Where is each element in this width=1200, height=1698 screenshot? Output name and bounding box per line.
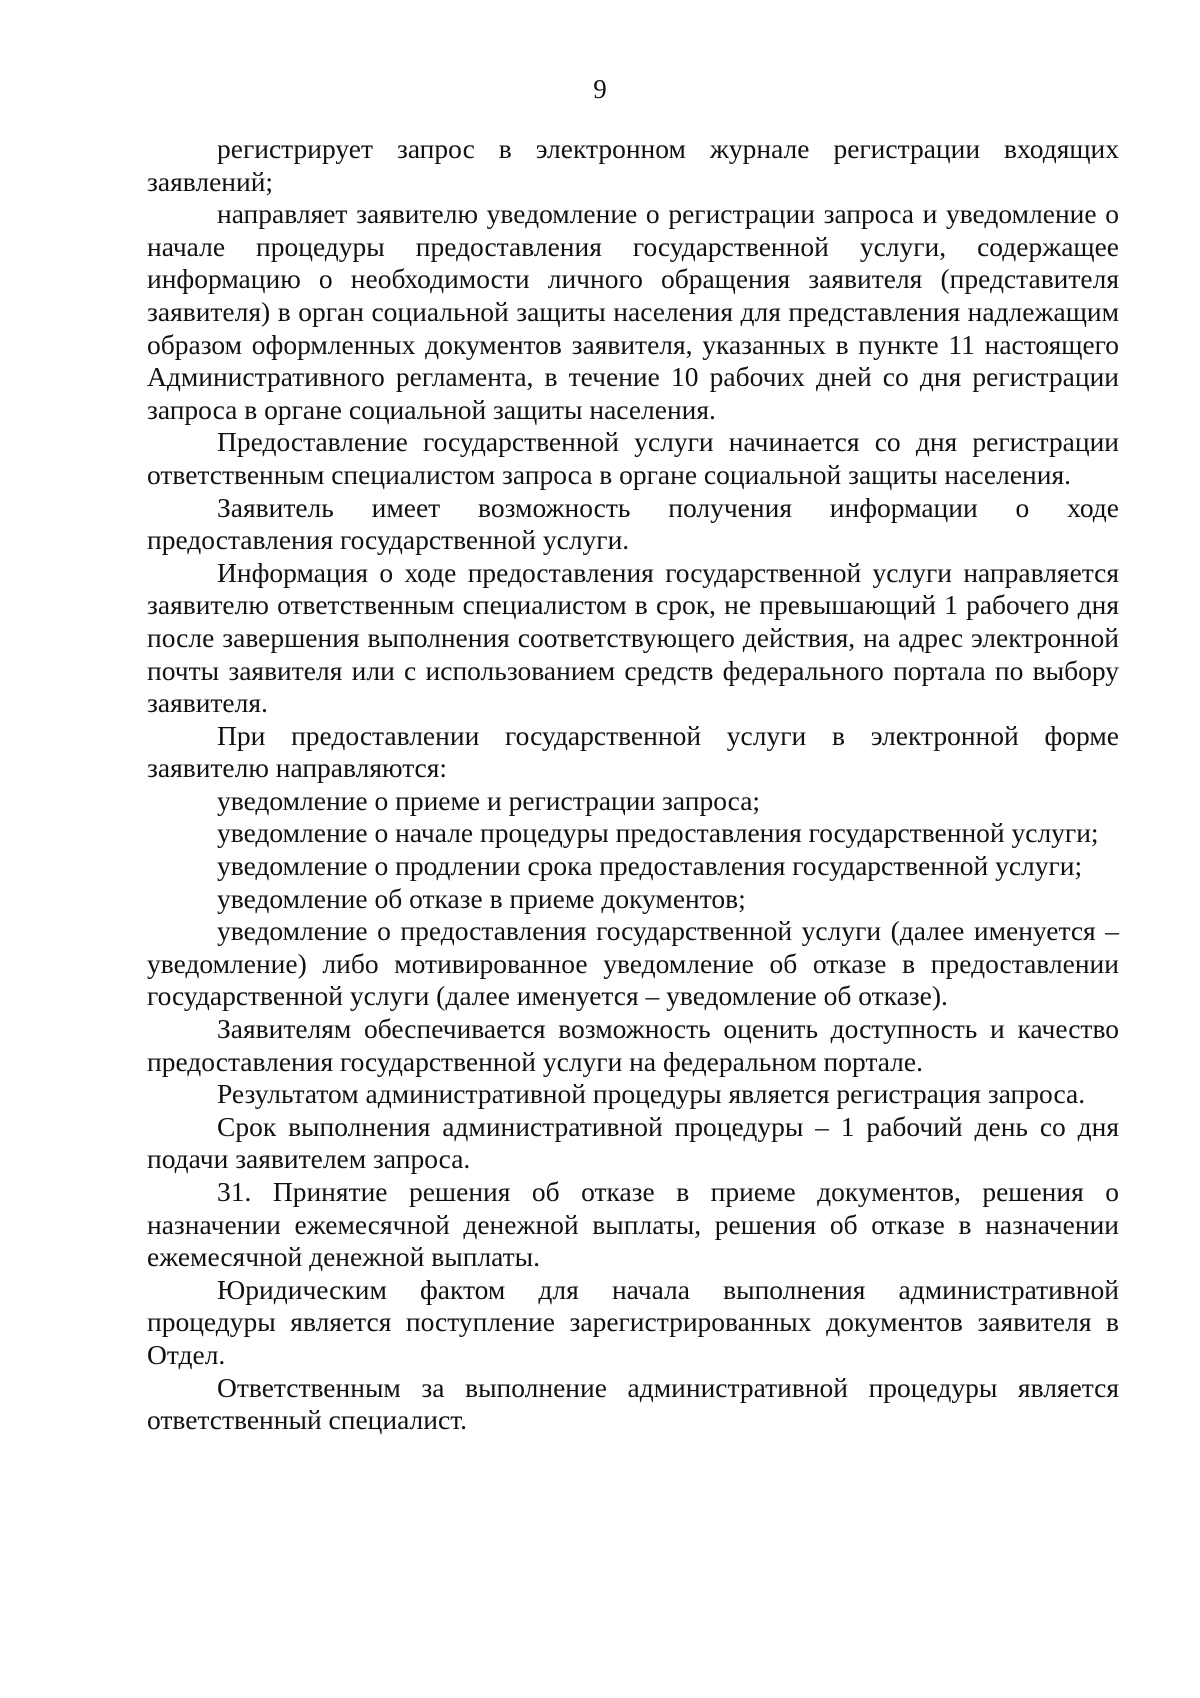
paragraph: уведомление о начале процедуры предоставления государственной услуги; [217,817,1099,849]
paragraph: Предоставление государственной услуги начинается со дня регистрации ответственным специалистом запроса в органе социальной защиты населения. [147,426,1119,490]
section-heading-paragraph: 31. Принятие решения об отказе в приеме документов, решения о назначении ежемесячной денежной выплаты, решения об отказе в назначении ежемесячной денежной выплаты. [147,1176,1119,1273]
page-number: 9 [593,74,607,104]
paragraph: Юридическим фактом для начала выполнения административной процедуры является поступление зарегистрированных документов заявителя в Отдел. [147,1273,1119,1370]
paragraph: уведомление об отказе в приеме документов; [217,882,746,914]
paragraph: уведомление о приеме и регистрации запроса; [217,784,761,816]
document-body [147,133,1119,1437]
paragraph: При предоставлении государственной услуги в электронной форме заявителю направляются: [147,719,1119,784]
paragraph: Информация о ходе предоставления государственной услуги направляется заявителю ответственным специалистом в срок, не превышающий 1 рабочего дня после завершения выполнения соответствующего действия, на адрес электронной почты заявителя или с использованием средств федерального портала по выбору заявителя. [147,556,1119,719]
paragraph: Результатом административной процедуры является регистрация запроса. [217,1078,1086,1110]
paragraph: Заявителям обеспечивается возможность оценить доступность и качество предоставления государственной услуги на федеральном портале. [147,1013,1119,1077]
paragraph: Срок выполнения административной процедуры – 1 рабочий день со дня подачи заявителем запроса. [147,1110,1119,1175]
paragraph: уведомление о предоставления государственной услуги (далее именуется – уведомление) либо мотивированное уведомление об отказе в предоставлении государственной услуги (далее именуется – уведомление об отказе). [147,915,1119,1012]
paragraph: регистрирует запрос в электронном журнале регистрации входящих заявлений; [147,133,1119,197]
paragraph: Заявитель имеет возможность получения информации о ходе предоставления государственной услуги. [147,491,1119,556]
paragraph: направляет заявителю уведомление о регистрации запроса и уведомление о начале процедуры предоставления государственной услуги, содержащее информацию о необходимости личного обращения заявителя (представителя заявителя) в орган социальной защиты населения для представления надлежащим образом оформленных документов заявителя, указанных в пункте 11 настоящего Административного регламента, в течение 10 рабочих дней со дня регистрации запроса в органе социальной защиты населения. [147,198,1119,425]
paragraph: Ответственным за выполнение административной процедуры является ответственный специалист. [147,1371,1119,1436]
paragraph: уведомление о продлении срока предоставления государственной услуги; [217,850,1083,882]
